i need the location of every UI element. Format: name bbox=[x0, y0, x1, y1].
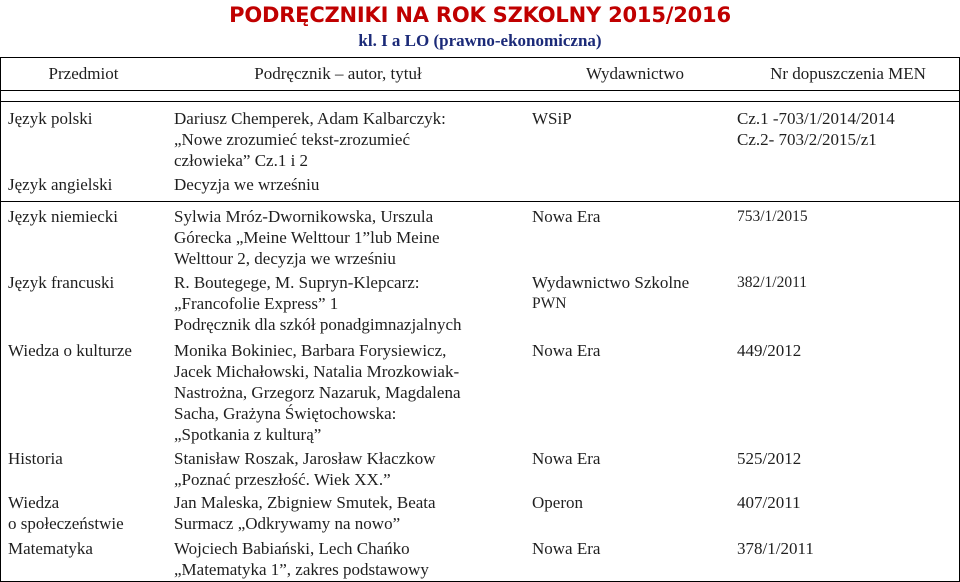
approval-line: 525/2012 bbox=[737, 449, 802, 468]
publisher-line: WSiP bbox=[532, 109, 572, 128]
row-kultura-book bbox=[174, 340, 461, 445]
book-line: Surmacz „Odkrywamy na nowo” bbox=[174, 514, 401, 533]
approval-line: 449/2012 bbox=[737, 341, 802, 360]
subject-line: Historia bbox=[8, 449, 63, 468]
row-kultura-approval bbox=[737, 340, 801, 361]
book-line: Górecka „Meine Welttour 1”lub Meine bbox=[174, 228, 440, 247]
book-line: R. Boutegege, M. Supryn-Klepcarz: bbox=[174, 273, 420, 292]
row-matematyka-subject bbox=[8, 538, 93, 559]
row-wos-approval bbox=[737, 492, 801, 513]
book-line: człowieka” Cz.1 i 2 bbox=[174, 151, 309, 170]
row-wos-book bbox=[174, 492, 436, 534]
row-polski-subject bbox=[8, 108, 93, 129]
book-line: „Matematyka 1”, zakres podstawowy bbox=[174, 560, 429, 579]
row-historia-subject bbox=[8, 448, 63, 469]
subject-line: o społeczeństwie bbox=[8, 514, 124, 533]
header-row-divider-lower bbox=[0, 101, 960, 102]
header-row-divider bbox=[0, 90, 960, 91]
book-line: Monika Bokiniec, Barbara Forysiewicz, bbox=[174, 341, 447, 360]
subject-line: Wiedza o kulturze bbox=[8, 341, 132, 360]
row-niemiecki-publisher bbox=[532, 206, 600, 227]
approval-line: 382/1/2011 bbox=[737, 274, 808, 291]
book-line: Jan Maleska, Zbigniew Smutek, Beata bbox=[174, 493, 436, 512]
header-subject: Przedmiot bbox=[48, 64, 119, 83]
subject-line: Język polski bbox=[8, 109, 93, 128]
publisher-line: Nowa Era bbox=[532, 449, 601, 468]
row-francuski-publisher bbox=[532, 272, 689, 314]
book-line: Welttour 2, decyzja we wrześniu bbox=[174, 249, 396, 268]
table-border-left bbox=[0, 57, 1, 582]
document-title: PODRĘCZNIKI NA ROK SZKOLNY 2015/2016 bbox=[229, 3, 731, 27]
table-border-top bbox=[0, 57, 960, 58]
book-line: Sylwia Mróz-Dwornikowska, Urszula bbox=[174, 207, 434, 226]
book-line: Decyzja we wrześniu bbox=[174, 175, 320, 194]
row-matematyka-publisher bbox=[532, 538, 600, 559]
subject-line: Język angielski bbox=[8, 175, 113, 194]
class-subtitle: kl. I a LO (prawno-ekonomiczna) bbox=[358, 31, 602, 50]
row-matematyka-approval bbox=[737, 538, 814, 559]
row-niemiecki-subject bbox=[8, 206, 118, 227]
row-wos-subject bbox=[8, 492, 124, 534]
row-polski-approval bbox=[737, 108, 895, 150]
header-book: Podręcznik – autor, tytuł bbox=[254, 64, 422, 83]
row-polski-publisher bbox=[532, 108, 572, 129]
row-niemiecki-approval bbox=[737, 206, 808, 227]
book-line: Sacha, Grażyna Świętochowska: bbox=[174, 404, 397, 423]
subject-line: Wiedza bbox=[8, 493, 60, 512]
row-francuski-subject bbox=[8, 272, 114, 293]
approval-line: 407/2011 bbox=[737, 493, 801, 512]
book-line: „Spotkania z kulturą” bbox=[174, 425, 322, 444]
approval-line: Cz.2- 703/2/2015/z1 bbox=[737, 130, 877, 149]
row-kultura-subject bbox=[8, 340, 132, 361]
row-divider bbox=[0, 201, 960, 202]
approval-line: 753/1/2015 bbox=[737, 208, 808, 225]
row-angielski-book bbox=[174, 174, 319, 195]
approval-line: Cz.1 -703/1/2014/2014 bbox=[737, 109, 895, 128]
row-historia-approval bbox=[737, 448, 801, 469]
book-line: Nastrożna, Grzegorz Nazaruk, Magdalena bbox=[174, 383, 461, 402]
book-line: Dariusz Chemperek, Adam Kalbarczyk: bbox=[174, 109, 446, 128]
row-francuski-approval bbox=[737, 272, 807, 293]
publisher-line: PWN bbox=[532, 295, 567, 312]
row-historia-publisher bbox=[532, 448, 600, 469]
publisher-line: Nowa Era bbox=[532, 341, 601, 360]
book-line: Podręcznik dla szkół ponadgimnazjalnych bbox=[174, 315, 462, 334]
book-line: Stanisław Roszak, Jarosław Kłaczkow bbox=[174, 449, 436, 468]
book-line: „Nowe zrozumieć tekst-zrozumieć bbox=[174, 130, 410, 149]
publisher-line: Wydawnictwo Szkolne bbox=[532, 273, 690, 292]
row-wos-publisher bbox=[532, 492, 583, 513]
publisher-line: Operon bbox=[532, 493, 583, 512]
book-line: „Francofolie Express” 1 bbox=[174, 294, 339, 313]
row-angielski-subject bbox=[8, 174, 112, 195]
row-niemiecki-book bbox=[174, 206, 440, 269]
book-line: „Poznać przeszłość. Wiek XX.” bbox=[174, 470, 391, 489]
row-francuski-book bbox=[174, 272, 462, 335]
book-line: Jacek Michałowski, Natalia Mrozkowiak- bbox=[174, 362, 460, 381]
row-matematyka-book bbox=[174, 538, 429, 580]
publisher-line: Nowa Era bbox=[532, 539, 601, 558]
row-kultura-publisher bbox=[532, 340, 600, 361]
header-publisher: Wydawnictwo bbox=[585, 64, 685, 83]
book-line: Wojciech Babiański, Lech Chańko bbox=[174, 539, 410, 558]
approval-line: 378/1/2011 bbox=[737, 539, 814, 558]
header-approval: Nr dopuszczenia MEN bbox=[770, 64, 926, 83]
row-historia-book bbox=[174, 448, 436, 490]
row-polski-book bbox=[174, 108, 446, 171]
subject-line: Język francuski bbox=[8, 273, 115, 292]
subject-line: Język niemiecki bbox=[8, 207, 118, 226]
publisher-line: Nowa Era bbox=[532, 207, 601, 226]
subject-line: Matematyka bbox=[8, 539, 93, 558]
